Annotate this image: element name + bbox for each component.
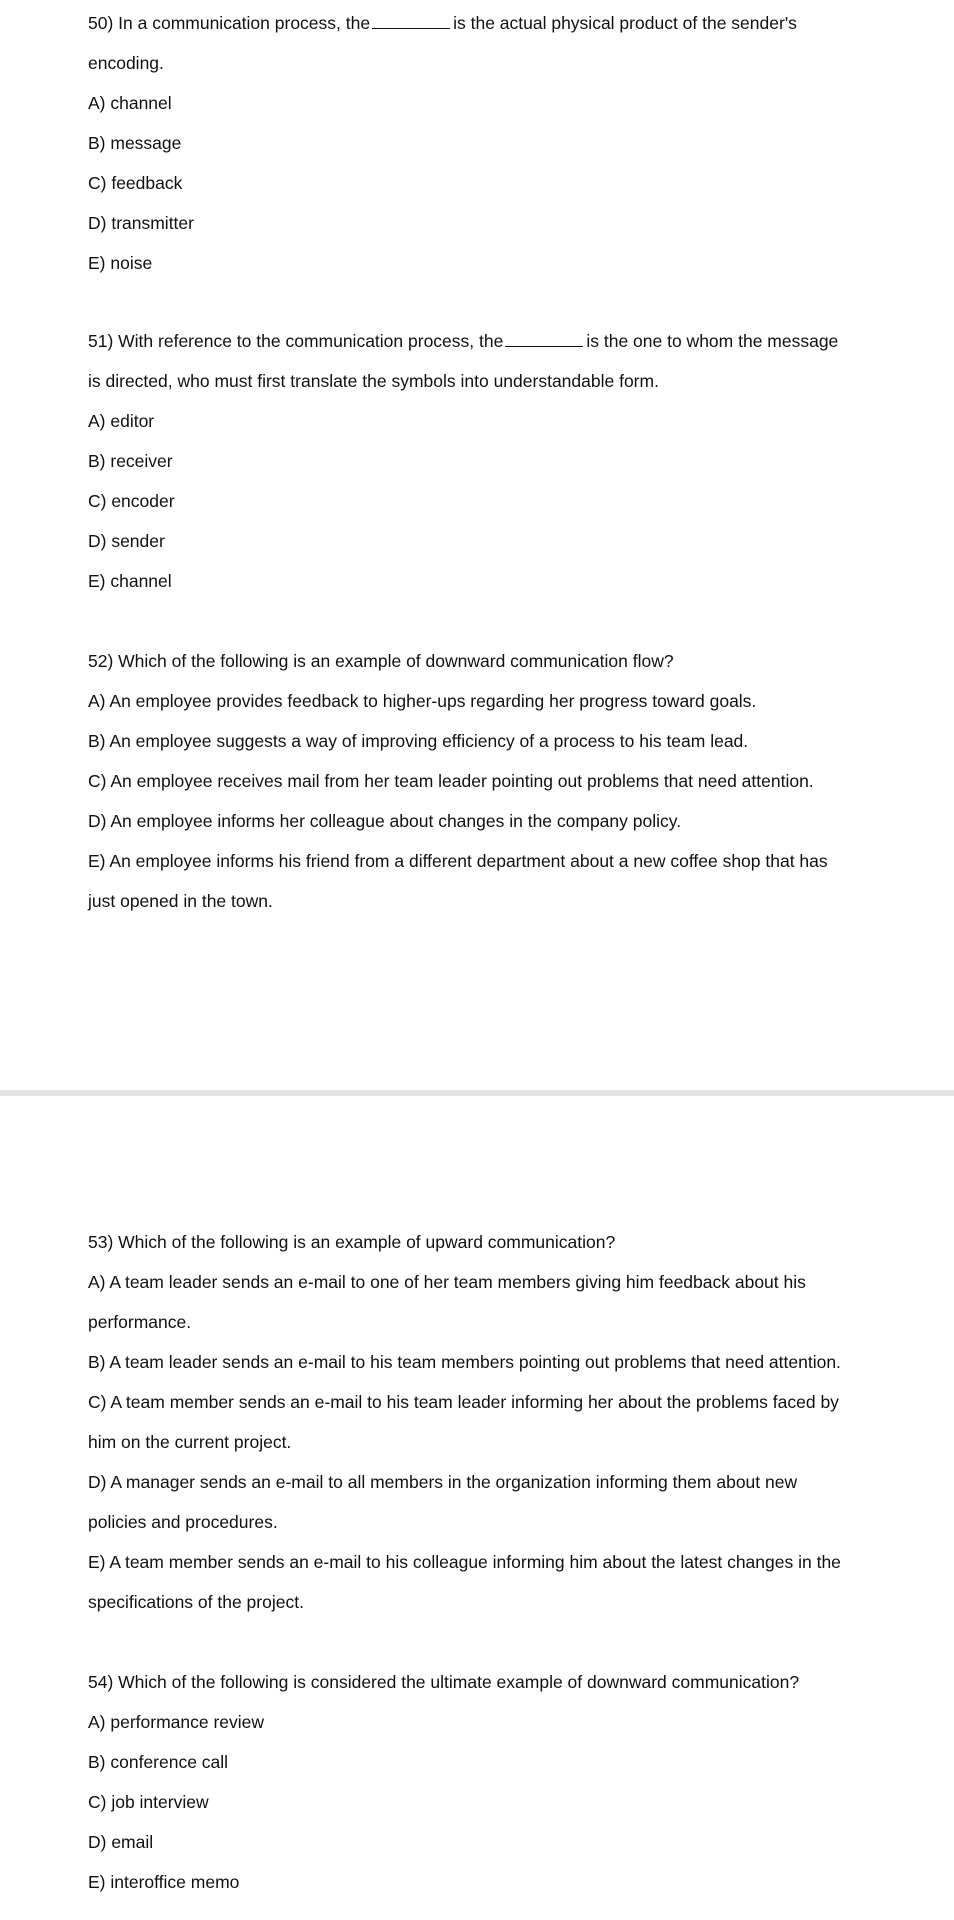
q54-option-c: C) job interview <box>88 1792 209 1812</box>
q52-option-a: A) An employee provides feedback to higher-ups regarding her progress toward goals. <box>88 691 757 711</box>
q50-option-a: A) channel <box>88 93 172 113</box>
q51-option-e: E) channel <box>88 571 172 591</box>
q50-option-c: C) feedback <box>88 173 183 193</box>
q53-stem: 53) Which of the following is an example of upward communication? <box>88 1232 616 1252</box>
q50-stem: 50) In a communication process, the is the actual physical product of the sender's <box>88 13 797 33</box>
q53-option-e-cont: specifications of the project. <box>88 1592 304 1612</box>
q53-option-d: D) A manager sends an e-mail to all members in the organization informing them about new <box>88 1472 798 1492</box>
q54-option-d: D) email <box>88 1832 154 1852</box>
q52-stem: 52) Which of the following is an example of downward communication flow? <box>88 651 674 671</box>
q52-option-b: B) An employee suggests a way of improving efficiency of a process to his team lead. <box>88 731 749 751</box>
document-page-2 <box>0 1096 954 1920</box>
q52-option-d: D) An employee informs her colleague about changes in the company policy. <box>88 811 682 831</box>
q53-option-e: E) A team member sends an e-mail to his colleague informing him about the latest changes in the <box>88 1552 841 1572</box>
q53-option-d-cont: policies and procedures. <box>88 1512 278 1532</box>
q53-option-a: A) A team leader sends an e-mail to one of her team members giving him feedback about his <box>88 1272 806 1292</box>
q50-stem-cont: encoding. <box>88 53 164 73</box>
q51-option-d: D) sender <box>88 531 165 551</box>
q54-stem: 54) Which of the following is considered the ultimate example of downward communication? <box>88 1672 800 1692</box>
q53-option-a-cont: performance. <box>88 1312 192 1332</box>
q53-option-b: B) A team leader sends an e-mail to his team members pointing out problems that need attention. <box>88 1352 841 1372</box>
q54-option-b: B) conference call <box>88 1752 229 1772</box>
q52-option-c: C) An employee receives mail from her team leader pointing out problems that need attention. <box>88 771 814 791</box>
q54-option-a: A) performance review <box>88 1712 265 1732</box>
q50-option-b: B) message <box>88 133 182 153</box>
q51-stem-cont: is directed, who must first translate the symbols into understandable form. <box>88 371 659 391</box>
q52-option-e: E) An employee informs his friend from a different department about a new coffee shop that has <box>88 851 828 871</box>
q51-option-b: B) receiver <box>88 451 173 471</box>
q51-option-c: C) encoder <box>88 491 175 511</box>
answer-blank <box>505 331 583 347</box>
q50-option-e: E) noise <box>88 253 153 273</box>
q53-option-c-cont: him on the current project. <box>88 1432 292 1452</box>
q54-option-e: E) interoffice memo <box>88 1872 240 1892</box>
answer-blank <box>372 13 450 29</box>
q52-option-e-cont: just opened in the town. <box>88 891 273 911</box>
q51-option-a: A) editor <box>88 411 155 431</box>
q50-option-d: D) transmitter <box>88 213 194 233</box>
q53-option-c: C) A team member sends an e-mail to his team leader informing her about the problems faced by <box>88 1392 839 1412</box>
q51-stem: 51) With reference to the communication process, the is the one to whom the message <box>88 331 839 351</box>
